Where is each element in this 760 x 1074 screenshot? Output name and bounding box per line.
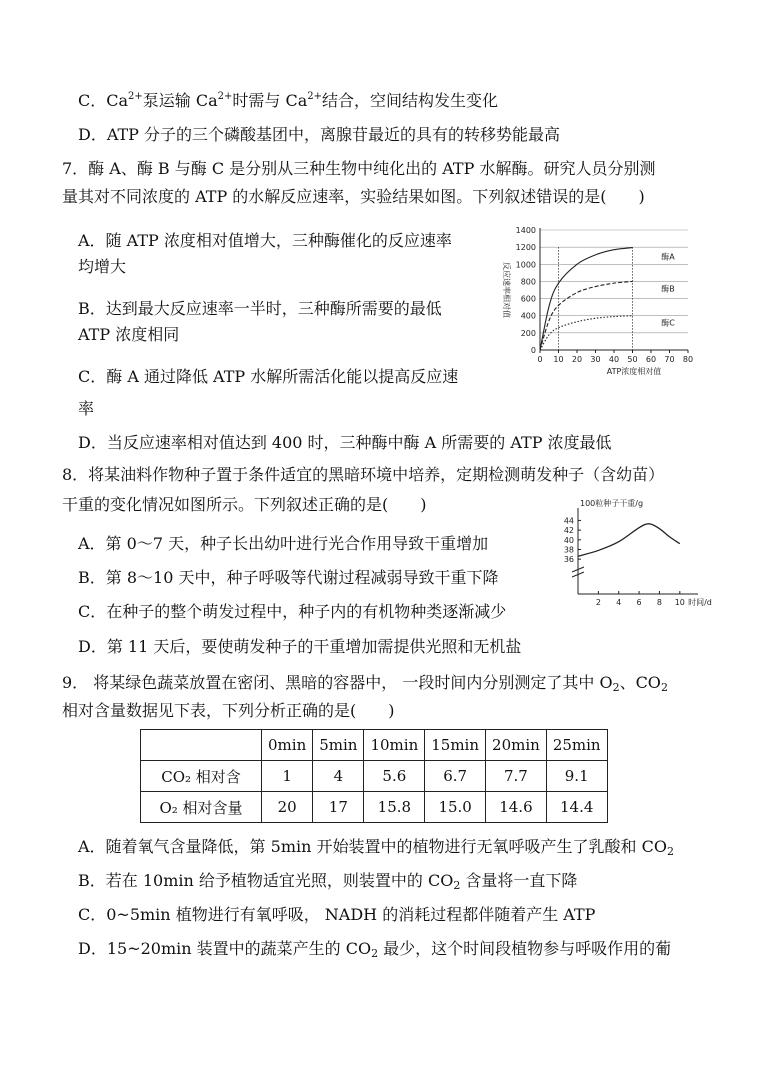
table-cell: 6.7	[425, 761, 486, 792]
q8-option-b: B．第 8～10 天中，种子呼吸等代谢过程减弱导致干重下降	[78, 568, 499, 587]
table-cell: 14.4	[546, 792, 607, 823]
y-tick-label: 1000	[515, 260, 536, 270]
y-tick-label: 400	[520, 311, 536, 321]
y-tick-label: 36	[563, 555, 574, 565]
table-cell: 17	[313, 792, 364, 823]
q7-stem-line2: 量其对不同浓度的 ATP 的水解反应速率，实验结果如图。下列叙述错误的是( )	[62, 187, 645, 206]
q7-option-c-line1: C．酶 A 通过降低 ATP 水解所需活化能以提高反应速	[78, 367, 459, 386]
x-tick-label: 10	[553, 355, 564, 364]
y-tick-label: 800	[520, 277, 536, 287]
q7-option-a-line2: 均增大	[78, 257, 127, 276]
table-header-cell: 15min	[425, 730, 486, 761]
table-header-cell: 10min	[364, 730, 425, 761]
q6-option-c: C．$Ca^{2+}$泵运输 $Ca^{2+}$时需与 $Ca^{2+}$结合，空间结构发生变化	[78, 91, 499, 110]
x-tick-label: 60	[645, 355, 657, 364]
q7-option-b-line2: ATP 浓度相同	[78, 325, 180, 344]
table-header-cell: 25min	[546, 730, 607, 761]
table-header-cell	[141, 730, 262, 761]
y-tick-label: 38	[563, 545, 574, 555]
y-tick-label: 200	[520, 328, 536, 338]
table-header-cell: 0min	[262, 730, 313, 761]
series-label: 酶C	[661, 318, 675, 328]
q7-option-d: D．当反应速率相对值达到 400 时，三种酶中酶 A 所需要的 ATP 浓度最低	[78, 433, 612, 452]
table-header-row	[141, 730, 608, 761]
q8-option-c: C．在种子的整个萌发过程中，种子内的有机物种类逐渐减少	[78, 602, 507, 621]
x-tick-label: 40	[608, 355, 620, 364]
table-cell: 4	[313, 761, 364, 792]
series-label: 酶A	[661, 252, 675, 262]
x-tick-label: 30	[590, 355, 601, 364]
y-tick-label: 1400	[515, 226, 536, 235]
table-row-label: CO₂ 相对含	[141, 761, 262, 792]
table-row	[141, 761, 608, 792]
q8-stem-line1: 8．将某油料作物种子置于条件适宜的黑暗环境中培养，定期检测萌发种子（含幼苗）	[62, 465, 665, 484]
y-tick-label: 42	[563, 526, 574, 536]
q8-stem-line2: 干重的变化情况如图所示。下列叙述正确的是( )	[62, 495, 427, 514]
x-tick-label: 70	[664, 355, 675, 364]
q9-option-a: A．随着氧气含量降低，第 5min 开始装置中的植物进行无氧呼吸产生了乳酸和 $CO_2$	[78, 837, 674, 858]
x-tick-label: 2	[595, 598, 601, 607]
dry-weight-line	[578, 524, 680, 556]
table-cell: 1	[262, 761, 313, 792]
x-tick-label: 4	[616, 598, 622, 607]
x-tick-label: 80	[682, 355, 694, 364]
y-tick-label: 1200	[515, 243, 536, 253]
y-tick-label: 40	[563, 535, 574, 545]
q8-option-a: A．第 0～7 天，种子长出幼叶进行光合作用导致干重增加	[78, 534, 489, 553]
table-cell: 15.8	[364, 792, 425, 823]
table-header-cell: 20min	[486, 730, 547, 761]
table-cell: 15.0	[425, 792, 486, 823]
x-tick-label: 20	[571, 355, 583, 364]
q9-option-b: B．若在 10min 给予植物适宜光照，则装置中的 $CO_2$ 含量将一直下降	[78, 871, 578, 892]
q6-option-d: D．ATP 分子的三个磷酸基团中，离腺苷最近的具有的转移势能最高	[78, 125, 561, 144]
table-cell: 14.6	[486, 792, 547, 823]
gas-content-table	[140, 729, 608, 823]
q8-option-d: D．第 11 天后，要使萌发种子的干重增加需提供光照和无机盐	[78, 637, 522, 656]
x-tick-label: 8	[656, 598, 663, 607]
y-tick-label: 600	[520, 294, 536, 304]
q9-option-d: D．15~20min 装置中的蔬菜产生的 $CO_2$ 最少，这个时间段植物参与呼吸作用的葡	[78, 939, 672, 960]
x-tick-label: 0	[537, 355, 543, 364]
series-label: 酶B	[661, 284, 675, 294]
table-row	[141, 792, 608, 823]
q7-option-c-line2: 率	[78, 399, 95, 418]
x-tick-label: 6	[636, 598, 642, 607]
y-axis-label: 100粒种子干重/g	[580, 499, 644, 508]
q7-stem-line1: 7．酶 A、酶 B 与酶 C 是分别从三种生物中纯化出的 ATP 水解酶。研究人员分别测	[62, 159, 656, 178]
table-cell: 9.1	[546, 761, 607, 792]
q7-option-a-line1: A．随 ATP 浓度相对值增大，三种酶催化的反应速率	[78, 231, 452, 250]
x-tick-label: 10	[674, 598, 685, 607]
q9-stem-line2: 相对含量数据见下表，下列分析正确的是( )	[62, 701, 395, 720]
q9-stem-line1: 9． 将某绿色蔬菜放置在密闭、黑暗的容器中， 一段时间内分别测定了其中 $O_2$、$CO_2$	[62, 673, 668, 694]
y-axis-label: 反应速率相对值	[502, 262, 511, 318]
table-header-cell: 5min	[313, 730, 364, 761]
enzyme-rate-chart	[492, 222, 702, 382]
x-tick-label: 50	[627, 355, 638, 364]
y-tick-label: 44	[563, 516, 574, 526]
table-cell: 20	[262, 792, 313, 823]
table-row-label: O₂ 相对含量	[141, 792, 262, 823]
table-cell: 5.6	[364, 761, 425, 792]
q9-option-c: C．0~5min 植物进行有氧呼吸， NADH 的消耗过程都伴随着产生 ATP	[78, 905, 596, 924]
y-tick-label: 0	[530, 346, 536, 355]
x-axis-label: ATP浓度相对值	[606, 367, 662, 376]
table-cell: 7.7	[486, 761, 547, 792]
seed-dry-weight-chart	[552, 494, 712, 614]
x-axis-label: 时间/d	[688, 598, 712, 607]
q7-option-b-line1: B．达到最大反应速率一半时，三种酶所需要的最低	[78, 299, 442, 318]
